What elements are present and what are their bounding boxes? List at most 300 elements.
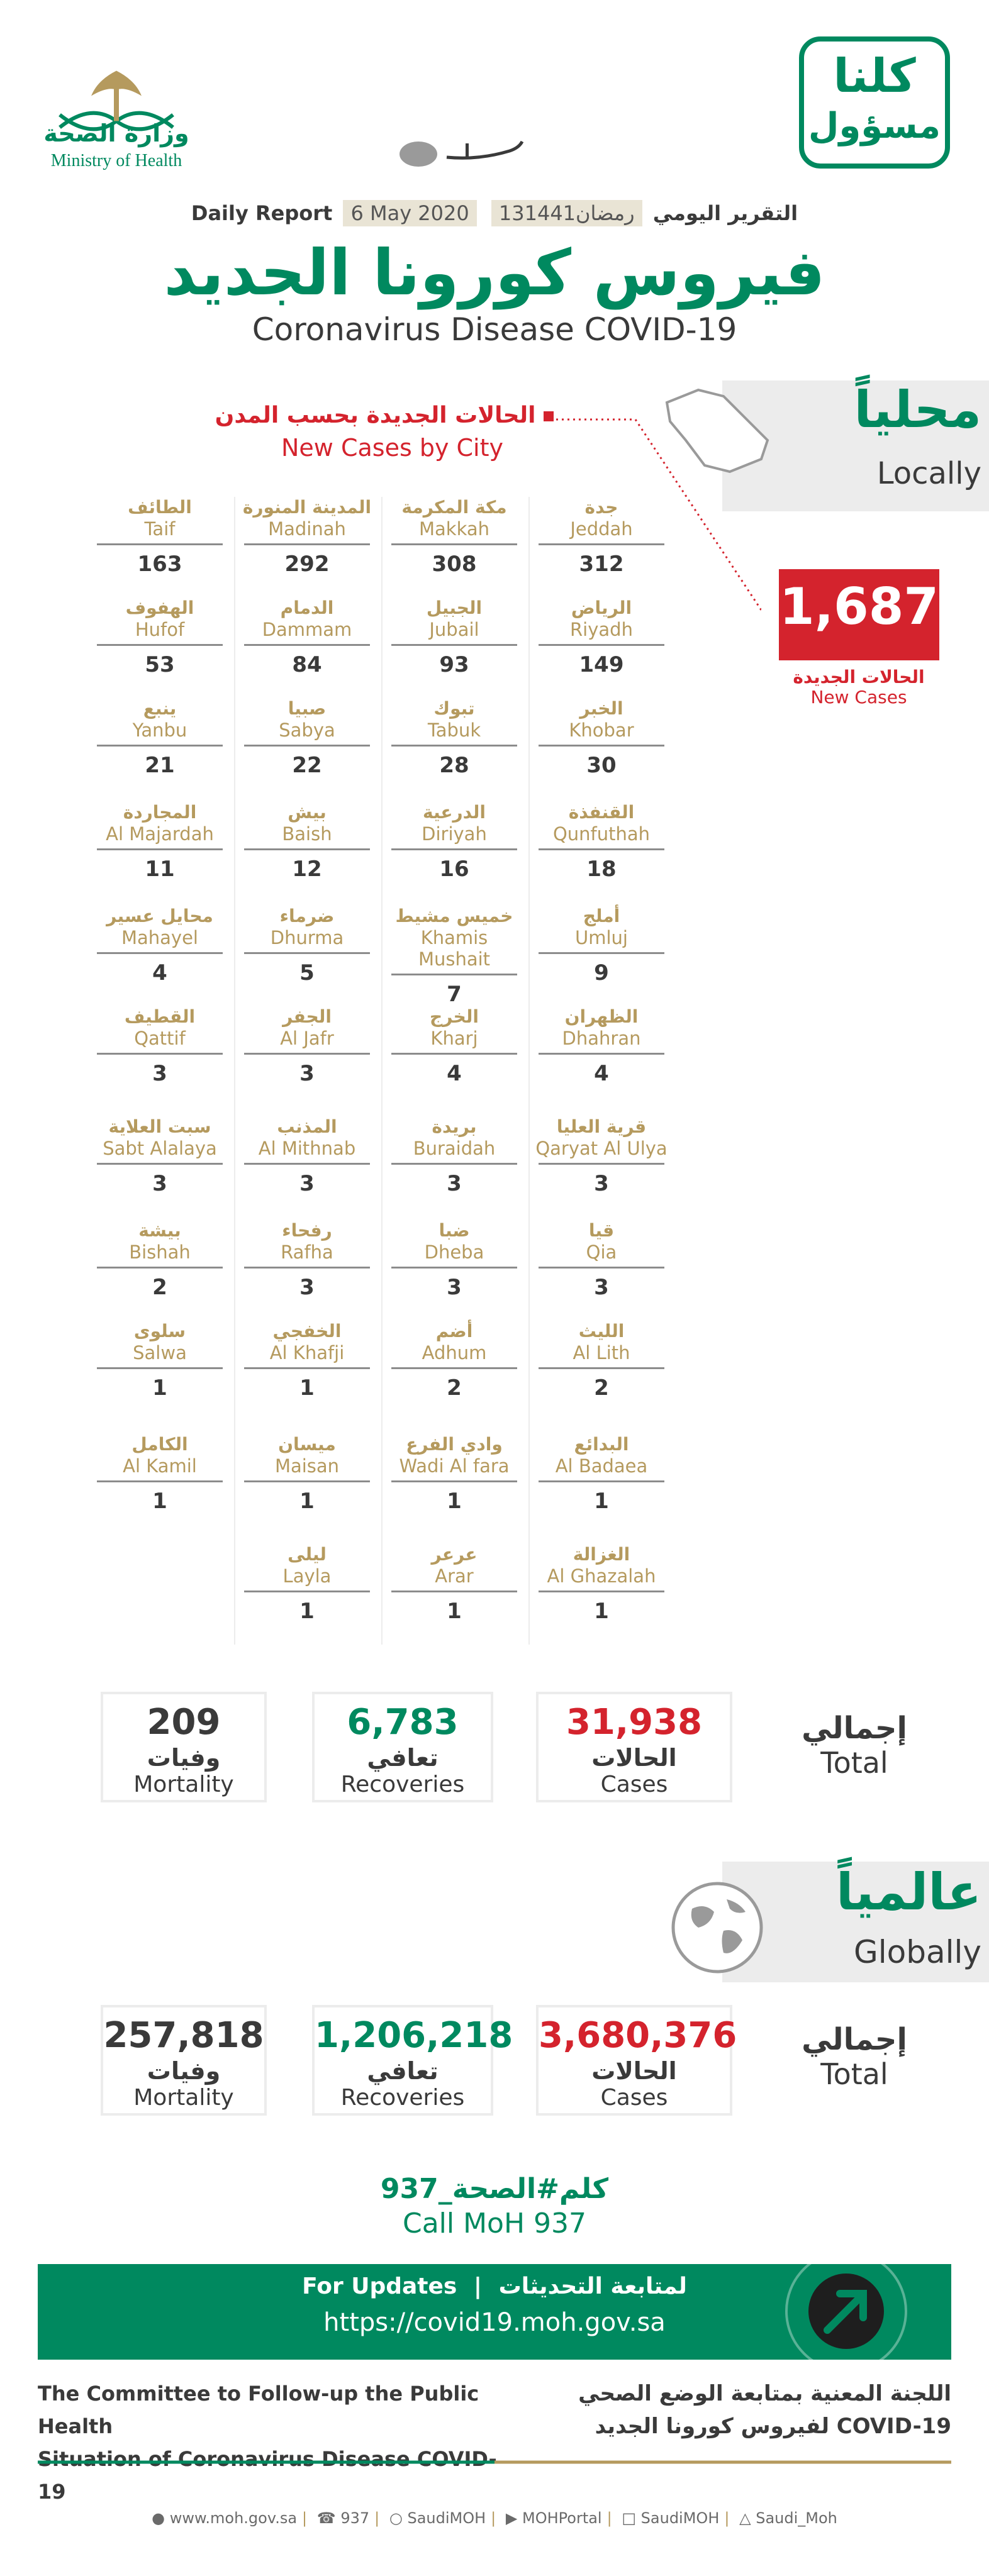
city-case-count: 3 — [299, 1275, 315, 1300]
local-mortality-value: 209 — [147, 1702, 221, 1743]
city-case-count: 7 — [447, 982, 462, 1007]
city-rule — [97, 543, 223, 545]
city-case-count: 93 — [439, 652, 469, 677]
city-cell — [91, 1116, 229, 1196]
city-rule — [97, 745, 223, 747]
city-rule — [391, 1367, 517, 1369]
city-name-ar: الجفر — [282, 1006, 332, 1027]
committee-en-line2: Situation of Coronavirus Disease COVID-19 — [38, 2447, 497, 2504]
global-mortality-label-ar: وفيات — [147, 2057, 221, 2085]
city-name-en: Khamis Mushait — [418, 927, 491, 970]
city-cell — [532, 497, 671, 577]
city-rule — [539, 745, 664, 747]
local-mortality-box — [101, 1692, 267, 1802]
city-case-count: 1 — [299, 1599, 315, 1624]
local-recoveries-label-en: Recoveries — [340, 1772, 465, 1797]
local-cases-label-ar: الحالات — [591, 1744, 677, 1772]
city-name-en: Umluj — [575, 927, 628, 948]
city-name-ar: بيشة — [138, 1220, 181, 1241]
city-case-count: 163 — [137, 552, 182, 577]
social-link-snapchat[interactable]: Saudi_Moh — [756, 2509, 837, 2527]
city-rule — [391, 543, 517, 545]
city-rule — [539, 1591, 664, 1592]
city-cell — [532, 802, 671, 882]
city-rule — [244, 1591, 370, 1592]
city-cell — [238, 1434, 376, 1514]
city-name-ar: صبيا — [288, 698, 327, 719]
global-cases-value: 3,680,376 — [539, 2015, 737, 2056]
city-name-en: Adhum — [422, 1342, 487, 1363]
city-name-ar: مكة المكرمة — [401, 497, 507, 518]
grid-divider — [528, 497, 530, 1645]
city-case-count: 2 — [594, 1375, 609, 1401]
global-mortality-value: 257,818 — [103, 2015, 264, 2056]
city-rule — [391, 1163, 517, 1165]
city-rule — [244, 644, 370, 646]
committee-name-en — [38, 2377, 516, 2508]
city-rule — [244, 543, 370, 545]
report-label-ar: التقرير اليومي — [652, 201, 798, 225]
city-name-en: Buraidah — [413, 1138, 496, 1159]
local-total-label — [798, 1711, 911, 1780]
city-name-ar: الليث — [578, 1321, 625, 1341]
city-rule — [391, 974, 517, 975]
city-name-en: Qattif — [134, 1028, 186, 1049]
city-name-en: Al Majardah — [106, 823, 214, 845]
calligraphy-icon — [396, 132, 528, 170]
city-cell — [91, 497, 229, 577]
city-name-ar: قيا — [588, 1220, 615, 1241]
city-name-ar: تبوك — [433, 698, 475, 719]
city-name-ar: محايل عسير — [106, 906, 213, 926]
updates-label-ar: لمتابعة التحديثات — [498, 2273, 687, 2299]
city-cell — [91, 1321, 229, 1401]
global-mortality-label-en: Mortality — [133, 2085, 234, 2111]
city-name-ar: ميسان — [278, 1434, 336, 1455]
city-name-en: Al Mithnab — [258, 1138, 356, 1159]
city-case-count: 3 — [299, 1061, 315, 1086]
city-cell — [532, 1544, 671, 1624]
city-case-count: 3 — [594, 1275, 609, 1300]
city-cell — [238, 1220, 376, 1300]
separator: | — [724, 2509, 730, 2527]
city-name-ar: أضم — [435, 1321, 473, 1341]
city-rule — [97, 848, 223, 850]
city-name-en: Al Badaea — [555, 1455, 648, 1477]
city-name-en: Al Jafr — [280, 1028, 334, 1049]
ministry-name-ar: وزارة الصحة — [43, 119, 189, 147]
city-case-count: 22 — [292, 753, 322, 778]
city-name-en: Jeddah — [570, 518, 633, 540]
city-rule — [539, 1163, 664, 1165]
city-rule — [97, 1163, 223, 1165]
city-rule — [391, 1591, 517, 1592]
city-cell — [385, 1220, 523, 1300]
city-cell — [238, 698, 376, 778]
phone-icon: ☎ — [316, 2509, 336, 2527]
city-cell — [532, 1006, 671, 1086]
ministry-name-en: Ministry of Health — [50, 151, 182, 170]
updates-url-link[interactable]: https://covid19.moh.gov.sa — [323, 2308, 666, 2337]
city-cell — [238, 802, 376, 882]
city-name-ar: جدة — [584, 497, 618, 518]
local-cases-value: 31,938 — [566, 1702, 703, 1743]
city-cell — [385, 906, 523, 1007]
city-rule — [97, 1367, 223, 1369]
city-case-count: 12 — [292, 857, 322, 882]
city-name-en: Qia — [586, 1241, 617, 1263]
city-cell — [91, 1434, 229, 1514]
city-rule — [391, 745, 517, 747]
separator: | — [374, 2509, 380, 2527]
city-case-count: 4 — [152, 960, 167, 985]
city-name-ar: الدرعية — [423, 802, 486, 823]
city-rule — [244, 1367, 370, 1369]
cases-by-city-text-ar: الحالات الجديدة بحسب المدن — [215, 402, 536, 428]
city-rule — [97, 952, 223, 954]
city-rule — [539, 1480, 664, 1482]
social-link-twitter[interactable]: SaudiMOH — [407, 2509, 486, 2527]
city-rule — [539, 1267, 664, 1269]
city-name-en: Arar — [435, 1565, 474, 1587]
city-name-en: Al Kamil — [123, 1455, 197, 1477]
city-case-count: 3 — [447, 1171, 462, 1196]
city-name-en: Kharj — [430, 1028, 478, 1049]
city-cell — [91, 1220, 229, 1300]
city-name-en: Maisan — [274, 1455, 340, 1477]
cases-by-city-title-ar — [157, 402, 554, 428]
city-name-ar: البدائع — [574, 1434, 629, 1455]
city-rule — [539, 543, 664, 545]
city-rule — [539, 952, 664, 954]
city-cell — [238, 1006, 376, 1086]
city-name-en: Makkah — [418, 518, 490, 540]
committee-name-ar — [516, 2377, 951, 2443]
city-cell — [91, 597, 229, 677]
city-cell — [385, 497, 523, 577]
city-case-count: 1 — [152, 1375, 167, 1401]
grid-divider — [234, 497, 235, 1645]
city-name-en: Al Khafji — [269, 1342, 345, 1363]
city-cell — [238, 1321, 376, 1401]
grid-divider — [381, 497, 383, 1645]
city-name-ar: الرياض — [571, 597, 632, 618]
city-name-ar: الكامل — [131, 1434, 188, 1455]
city-name-en: Tabuk — [427, 719, 481, 741]
local-mortality-label-ar: وفيات — [147, 1744, 221, 1772]
city-case-count: 53 — [145, 652, 175, 677]
city-name-en: Diriyah — [422, 823, 487, 845]
city-rule — [391, 1053, 517, 1055]
city-name-en: Dhahran — [562, 1028, 641, 1049]
city-cell — [385, 597, 523, 677]
global-recoveries-label-ar: تعافي — [367, 2057, 439, 2085]
city-name-en: Dheba — [424, 1241, 484, 1263]
website-icon: ● — [152, 2509, 165, 2527]
city-case-count: 149 — [579, 652, 624, 677]
city-name-ar: الخبر — [579, 698, 623, 719]
city-name-en: Qaryat Al Ulya — [535, 1138, 668, 1159]
city-name-ar: خميس مشيط — [395, 906, 513, 926]
city-case-count: 16 — [439, 857, 469, 882]
city-name-en: Wadi Al fara — [399, 1455, 510, 1477]
city-name-ar: المجاردة — [123, 802, 197, 823]
social-link-website[interactable]: www.moh.gov.sa — [169, 2509, 298, 2527]
separator: | — [302, 2509, 308, 2527]
city-rule — [244, 952, 370, 954]
city-name-en: Bishah — [129, 1241, 191, 1263]
city-case-count: 3 — [299, 1171, 315, 1196]
city-name-en: Al Lith — [573, 1342, 630, 1363]
social-links-row — [0, 2509, 989, 2527]
twitter-icon: ○ — [389, 2509, 403, 2527]
city-case-count: 3 — [447, 1275, 462, 1300]
campaign-logo-line2: مسؤول — [808, 106, 941, 147]
city-name-en: Jubail — [429, 619, 479, 640]
city-name-ar: ليلى — [288, 1544, 327, 1565]
locally-heading-ar: محلياً — [854, 380, 981, 439]
city-cell — [532, 1434, 671, 1514]
city-cell — [532, 597, 671, 677]
city-cell — [91, 906, 229, 985]
city-case-count: 18 — [586, 857, 617, 882]
new-cases-label-en: New Cases — [810, 687, 907, 708]
new-cases-value: 1,687 — [779, 577, 939, 636]
cases-by-city-title-en: New Cases by City — [281, 434, 503, 462]
city-name-ar: الدمام — [280, 597, 334, 618]
city-name-en: Al Ghazalah — [547, 1565, 656, 1587]
city-case-count: 312 — [579, 552, 624, 577]
global-cases-label-ar: الحالات — [591, 2057, 677, 2085]
globally-heading-ar: عالمياً — [835, 1863, 981, 1921]
city-name-ar: الخرج — [430, 1006, 479, 1027]
call-moh-937: Call MoH 937 — [402, 2207, 587, 2240]
city-cell — [532, 1220, 671, 1300]
page-title-ar: فيروس كورونا الجديد — [164, 236, 825, 309]
city-case-count: 30 — [586, 753, 617, 778]
local-recoveries-label-ar: تعافي — [367, 1744, 439, 1772]
city-name-ar: بريدة — [432, 1116, 477, 1137]
city-cell — [91, 698, 229, 778]
city-case-count: 2 — [447, 1375, 462, 1401]
local-mortality-label-en: Mortality — [133, 1772, 234, 1797]
footer-divider — [38, 2456, 951, 2468]
locally-heading-en: Locally — [876, 456, 981, 491]
city-case-count: 28 — [439, 753, 469, 778]
city-cell — [532, 698, 671, 778]
city-case-count: 4 — [447, 1061, 462, 1086]
city-cell — [238, 597, 376, 677]
global-cases-box — [536, 2005, 737, 2116]
city-name-en: Khobar — [569, 719, 634, 741]
city-name-en: Madinah — [268, 518, 346, 540]
city-rule — [539, 1367, 664, 1369]
new-cases-label-ar: الحالات الجديدة — [793, 667, 925, 687]
city-cell — [385, 1006, 523, 1086]
city-case-count: 1 — [447, 1599, 462, 1624]
social-link-phone[interactable]: 937 — [340, 2509, 370, 2527]
city-case-count: 308 — [432, 552, 477, 577]
global-total-ar: إجمالي — [802, 2022, 907, 2057]
city-cell — [385, 1434, 523, 1514]
city-name-en: Dammam — [262, 619, 352, 640]
city-name-en: Baish — [282, 823, 332, 845]
city-case-count: 3 — [152, 1171, 167, 1196]
city-rule — [97, 1053, 223, 1055]
city-case-count: 21 — [145, 753, 175, 778]
city-rule — [97, 644, 223, 646]
global-total-label — [798, 2022, 911, 2091]
city-cell — [91, 1006, 229, 1086]
city-cell — [91, 802, 229, 882]
city-case-count: 4 — [594, 1061, 609, 1086]
city-rule — [391, 644, 517, 646]
report-label-en: Daily Report — [191, 201, 333, 225]
city-case-count: 1 — [594, 1599, 609, 1624]
city-case-count: 1 — [594, 1489, 609, 1514]
city-cell — [532, 906, 671, 985]
committee-en-line1: The Committee to Follow-up the Public Health — [38, 2382, 479, 2438]
city-name-en: Hufof — [135, 619, 185, 640]
global-cases-label-en: Cases — [600, 2085, 668, 2111]
local-recoveries-value: 6,783 — [347, 1702, 459, 1743]
city-name-ar: الهفوف — [125, 597, 194, 618]
city-case-count: 5 — [299, 960, 315, 985]
city-name-en: Rafha — [281, 1241, 333, 1263]
city-rule — [539, 644, 664, 646]
city-name-en: Yanbu — [132, 719, 187, 741]
city-case-count: 2 — [152, 1275, 167, 1300]
global-recoveries-box — [312, 2005, 513, 2116]
city-name-en: Salwa — [133, 1342, 187, 1363]
city-case-count: 11 — [145, 857, 175, 882]
city-rule — [244, 848, 370, 850]
report-date-ar: 13رمضان1441 — [491, 200, 642, 226]
globally-heading-en: Globally — [854, 1934, 981, 1970]
campaign-logo-line1: كلنا — [833, 49, 916, 103]
city-cell — [238, 497, 376, 577]
city-case-count: 1 — [447, 1489, 462, 1514]
city-case-count: 3 — [594, 1171, 609, 1196]
hashtag-937: كلم#الصحة_937 — [380, 2173, 609, 2205]
city-name-ar: سلوى — [133, 1321, 186, 1341]
city-case-count: 1 — [299, 1375, 315, 1401]
city-name-en: Taif — [144, 518, 176, 540]
city-name-en: Dhurma — [270, 927, 344, 948]
social-link-instagram[interactable]: SaudiMOH — [640, 2509, 720, 2527]
city-name-ar: وادي الفرع — [406, 1434, 503, 1455]
city-cell — [385, 802, 523, 882]
city-name-ar: أملج — [583, 906, 620, 926]
city-rule — [391, 848, 517, 850]
city-name-ar: المذنب — [277, 1116, 337, 1137]
updates-label-en: For Updates — [302, 2273, 457, 2299]
city-cell — [238, 1544, 376, 1624]
city-name-ar: القطيف — [124, 1006, 196, 1027]
city-name-ar: سبت العلاية — [108, 1116, 211, 1137]
city-name-ar: رفحاء — [282, 1220, 332, 1241]
city-name-ar: القنفذة — [568, 802, 635, 823]
city-rule — [244, 745, 370, 747]
city-cell — [385, 698, 523, 778]
local-recoveries-box — [312, 1692, 493, 1802]
snapchat-icon: △ — [739, 2509, 751, 2527]
global-total-en: Total — [820, 2057, 888, 2091]
city-name-ar: الظهران — [564, 1006, 639, 1027]
city-cell — [385, 1321, 523, 1401]
city-case-count: 1 — [152, 1489, 167, 1514]
city-rule — [244, 1163, 370, 1165]
city-rule — [97, 1480, 223, 1482]
city-cell — [532, 1116, 671, 1196]
global-recoveries-label-en: Recoveries — [340, 2085, 465, 2111]
separator: | — [606, 2509, 612, 2527]
city-rule — [244, 1053, 370, 1055]
city-name-ar: الجبيل — [426, 597, 483, 618]
city-name-ar: قرية العليا — [556, 1116, 647, 1137]
social-link-youtube[interactable]: MOHPortal — [522, 2509, 602, 2527]
city-rule — [391, 1480, 517, 1482]
city-name-ar: ضرماء — [279, 906, 335, 926]
page-title-en: Coronavirus Disease COVID-19 — [252, 311, 737, 348]
city-case-count: 292 — [284, 552, 330, 577]
city-grid — [88, 497, 686, 1645]
city-case-count: 9 — [594, 960, 609, 985]
city-rule — [97, 1267, 223, 1269]
city-name-en: Qunfuthah — [552, 823, 651, 845]
arrow-circle-icon — [774, 2248, 919, 2374]
city-case-count: 1 — [299, 1489, 315, 1514]
city-name-ar: ضبا — [439, 1220, 470, 1241]
local-cases-label-en: Cases — [600, 1772, 668, 1797]
city-name-en: Layla — [282, 1565, 332, 1587]
city-cell — [532, 1321, 671, 1401]
city-name-ar: بيش — [288, 802, 327, 823]
city-cell — [385, 1116, 523, 1196]
global-mortality-box — [101, 2005, 267, 2116]
city-rule — [539, 1053, 664, 1055]
local-total-en: Total — [820, 1746, 888, 1780]
city-name-en: Mahayel — [121, 927, 198, 948]
city-name-en: Sabt Alalaya — [103, 1138, 217, 1159]
city-rule — [391, 1267, 517, 1269]
city-name-ar: المدينة المنورة — [242, 497, 372, 518]
city-rule — [539, 848, 664, 850]
city-name-en: Riyadh — [570, 619, 633, 640]
city-cell — [238, 906, 376, 985]
global-recoveries-value: 1,206,218 — [315, 2015, 513, 2056]
city-cell — [238, 1116, 376, 1196]
city-name-ar: الطائف — [128, 497, 192, 518]
city-name-ar: عرعر — [431, 1544, 478, 1565]
city-rule — [244, 1480, 370, 1482]
city-rule — [244, 1267, 370, 1269]
city-case-count: 3 — [152, 1061, 167, 1086]
city-name-ar: الخفجي — [272, 1321, 342, 1341]
local-cases-box — [536, 1692, 732, 1802]
report-date-en: 6 May 2020 — [343, 200, 476, 226]
city-name-en: Sabya — [279, 719, 335, 741]
city-cell — [385, 1544, 523, 1624]
youtube-icon: ▶ — [505, 2509, 518, 2527]
instagram-icon: □ — [622, 2509, 637, 2527]
report-date-row — [0, 200, 989, 226]
city-case-count: 84 — [292, 652, 322, 677]
local-total-ar: إجمالي — [802, 1711, 907, 1746]
committee-ar-line2: لفيروس كورونا الجديد COVID-19 — [595, 2414, 951, 2439]
city-name-ar: ينبع — [143, 698, 177, 719]
separator: | — [491, 2509, 496, 2527]
